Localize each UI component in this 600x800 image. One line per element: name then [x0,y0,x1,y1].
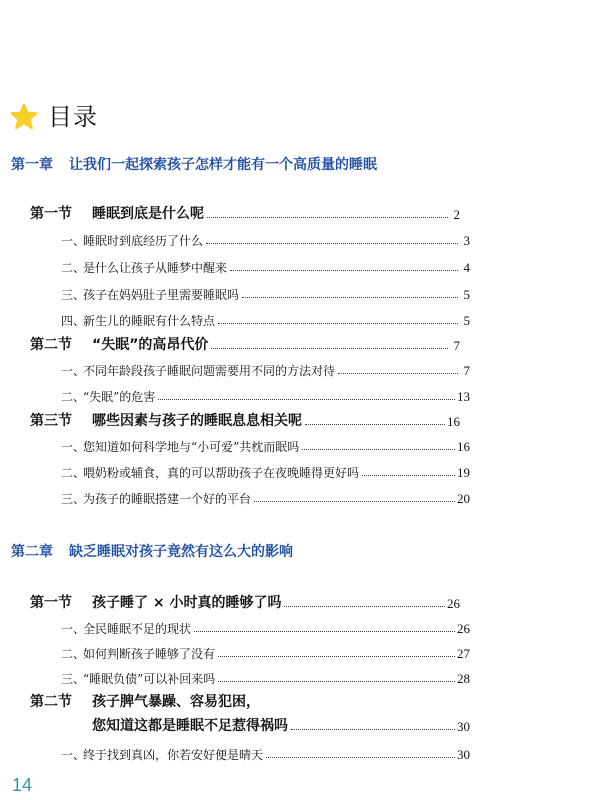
dot-leader [230,270,458,271]
dot-leader [218,323,458,324]
chapter-title: 让我们一起探索孩子怎样才能有一个高质量的睡眠 [69,157,377,173]
item-title: 为孩子的睡眠搭建一个好的平台 [83,492,252,506]
item-number: 一、 [61,748,86,762]
dot-leader [194,631,455,632]
toc-section[interactable] [30,592,460,612]
dot-leader [338,373,458,374]
section-label: 第三节 [30,413,72,429]
item-number: 一、 [61,440,86,454]
section-title: “失眠”的高昂代价 [92,337,209,353]
page-ref: 26 [447,596,460,611]
item-title: “睡眠负债”可以补回来吗 [83,672,216,686]
toc-section[interactable] [30,334,460,354]
page-ref: 5 [463,313,470,328]
section-title-line1: 孩子脾气暴躁、容易犯困， [92,694,260,710]
toc-item[interactable] [61,743,470,763]
toc-item[interactable] [61,461,470,481]
item-title: 您知道如何科学地与“小可爱”共枕而眠吗 [83,440,300,454]
item-title: 喂奶粉或辅食，真的可以帮助孩子在夜晚睡得更好吗 [83,466,360,480]
item-title: 是什么让孩子从睡梦中醒来 [83,261,228,275]
item-number: 二、 [61,261,86,275]
item-title: 睡眠时到底经历了什么 [83,234,204,248]
dot-leader [158,399,455,400]
dot-leader [207,217,448,218]
section-title-line2: 您知道这都是睡眠不足惹得祸吗 [92,718,288,734]
page-ref: 13 [457,389,470,404]
item-title: 不同年龄段孩子睡眠问题需要用不同的方法对待 [83,364,336,378]
item-title: “失眠”的危害 [83,390,156,404]
page-ref: 3 [463,233,470,248]
toc-section[interactable] [30,691,470,735]
page-ref: 28 [457,671,470,686]
chapter-heading[interactable] [11,541,293,561]
dot-leader [302,449,455,450]
page-ref: 20 [457,491,470,506]
item-number: 二、 [61,647,86,661]
star-icon [10,103,38,131]
dot-leader [305,424,445,425]
toc-header [10,102,98,132]
dot-leader [206,243,458,244]
page-ref: 16 [447,414,460,429]
page-ref: 5 [463,287,470,302]
toc-item[interactable] [61,385,470,405]
item-number: 三、 [61,492,86,506]
item-number: 四、 [61,314,86,328]
page-ref: 19 [457,465,470,480]
item-number: 一、 [61,234,86,248]
section-label: 第二节 [30,337,72,353]
chapter-heading[interactable] [11,154,377,174]
dot-leader [362,475,455,476]
chapter-label: 第一章 [11,157,53,173]
toc-item[interactable] [61,256,470,276]
page-ref: 4 [463,260,470,275]
page-ref: 26 [457,621,470,636]
item-number: 三、 [61,288,86,302]
item-number: 二、 [61,466,86,480]
toc-section[interactable] [30,203,460,223]
section-label: 第一节 [30,595,72,611]
page-number: 14 [12,775,33,795]
dot-leader [218,681,455,682]
item-title: 终于找到真凶，你若安好便是晴天 [83,748,264,762]
page-ref: 30 [457,747,470,762]
page-ref: 30 [457,719,470,734]
toc-item[interactable] [61,359,470,379]
toc-item[interactable] [61,283,470,303]
dot-leader [242,297,458,298]
toc-title: 目录 [48,103,98,131]
item-title: 全民睡眠不足的现状 [83,622,192,636]
dot-leader [218,656,455,657]
item-number: 二、 [61,390,86,404]
section-title: 哪些因素与孩子的睡眠息息相关呢 [92,413,302,429]
page-ref: 27 [457,646,470,661]
item-number: 一、 [61,622,86,636]
page-ref: 16 [457,439,470,454]
dot-leader [254,501,455,502]
item-title: 新生儿的睡眠有什么特点 [83,314,216,328]
toc-item[interactable] [61,617,470,637]
item-title: 如何判断孩子睡够了没有 [83,647,216,661]
page-ref: 7 [463,363,470,378]
toc-item[interactable] [61,435,470,455]
toc-item[interactable] [61,229,470,249]
item-number: 三、 [61,672,86,686]
toc-section[interactable] [30,410,460,430]
dot-leader [211,348,448,349]
section-title: 睡眠到底是什么呢 [92,206,204,222]
item-number: 一、 [61,364,86,378]
dot-leader [266,757,455,758]
chapter-label: 第二章 [11,544,53,560]
toc-item[interactable] [61,487,470,507]
dot-leader [284,606,445,607]
section-label: 第二节 [30,694,72,710]
section-label: 第一节 [30,206,72,222]
chapter-title: 缺乏睡眠对孩子竟然有这么大的影响 [69,544,293,560]
item-title: 孩子在妈妈肚子里需要睡眠吗 [83,288,240,302]
dot-leader [291,729,455,730]
toc-item[interactable] [61,309,470,329]
page-ref: 2 [453,207,460,222]
toc-item[interactable] [61,667,470,687]
toc-item[interactable] [61,642,470,662]
section-title: 孩子睡了 × 小时真的睡够了吗 [92,595,282,611]
page-ref: 7 [453,338,460,353]
